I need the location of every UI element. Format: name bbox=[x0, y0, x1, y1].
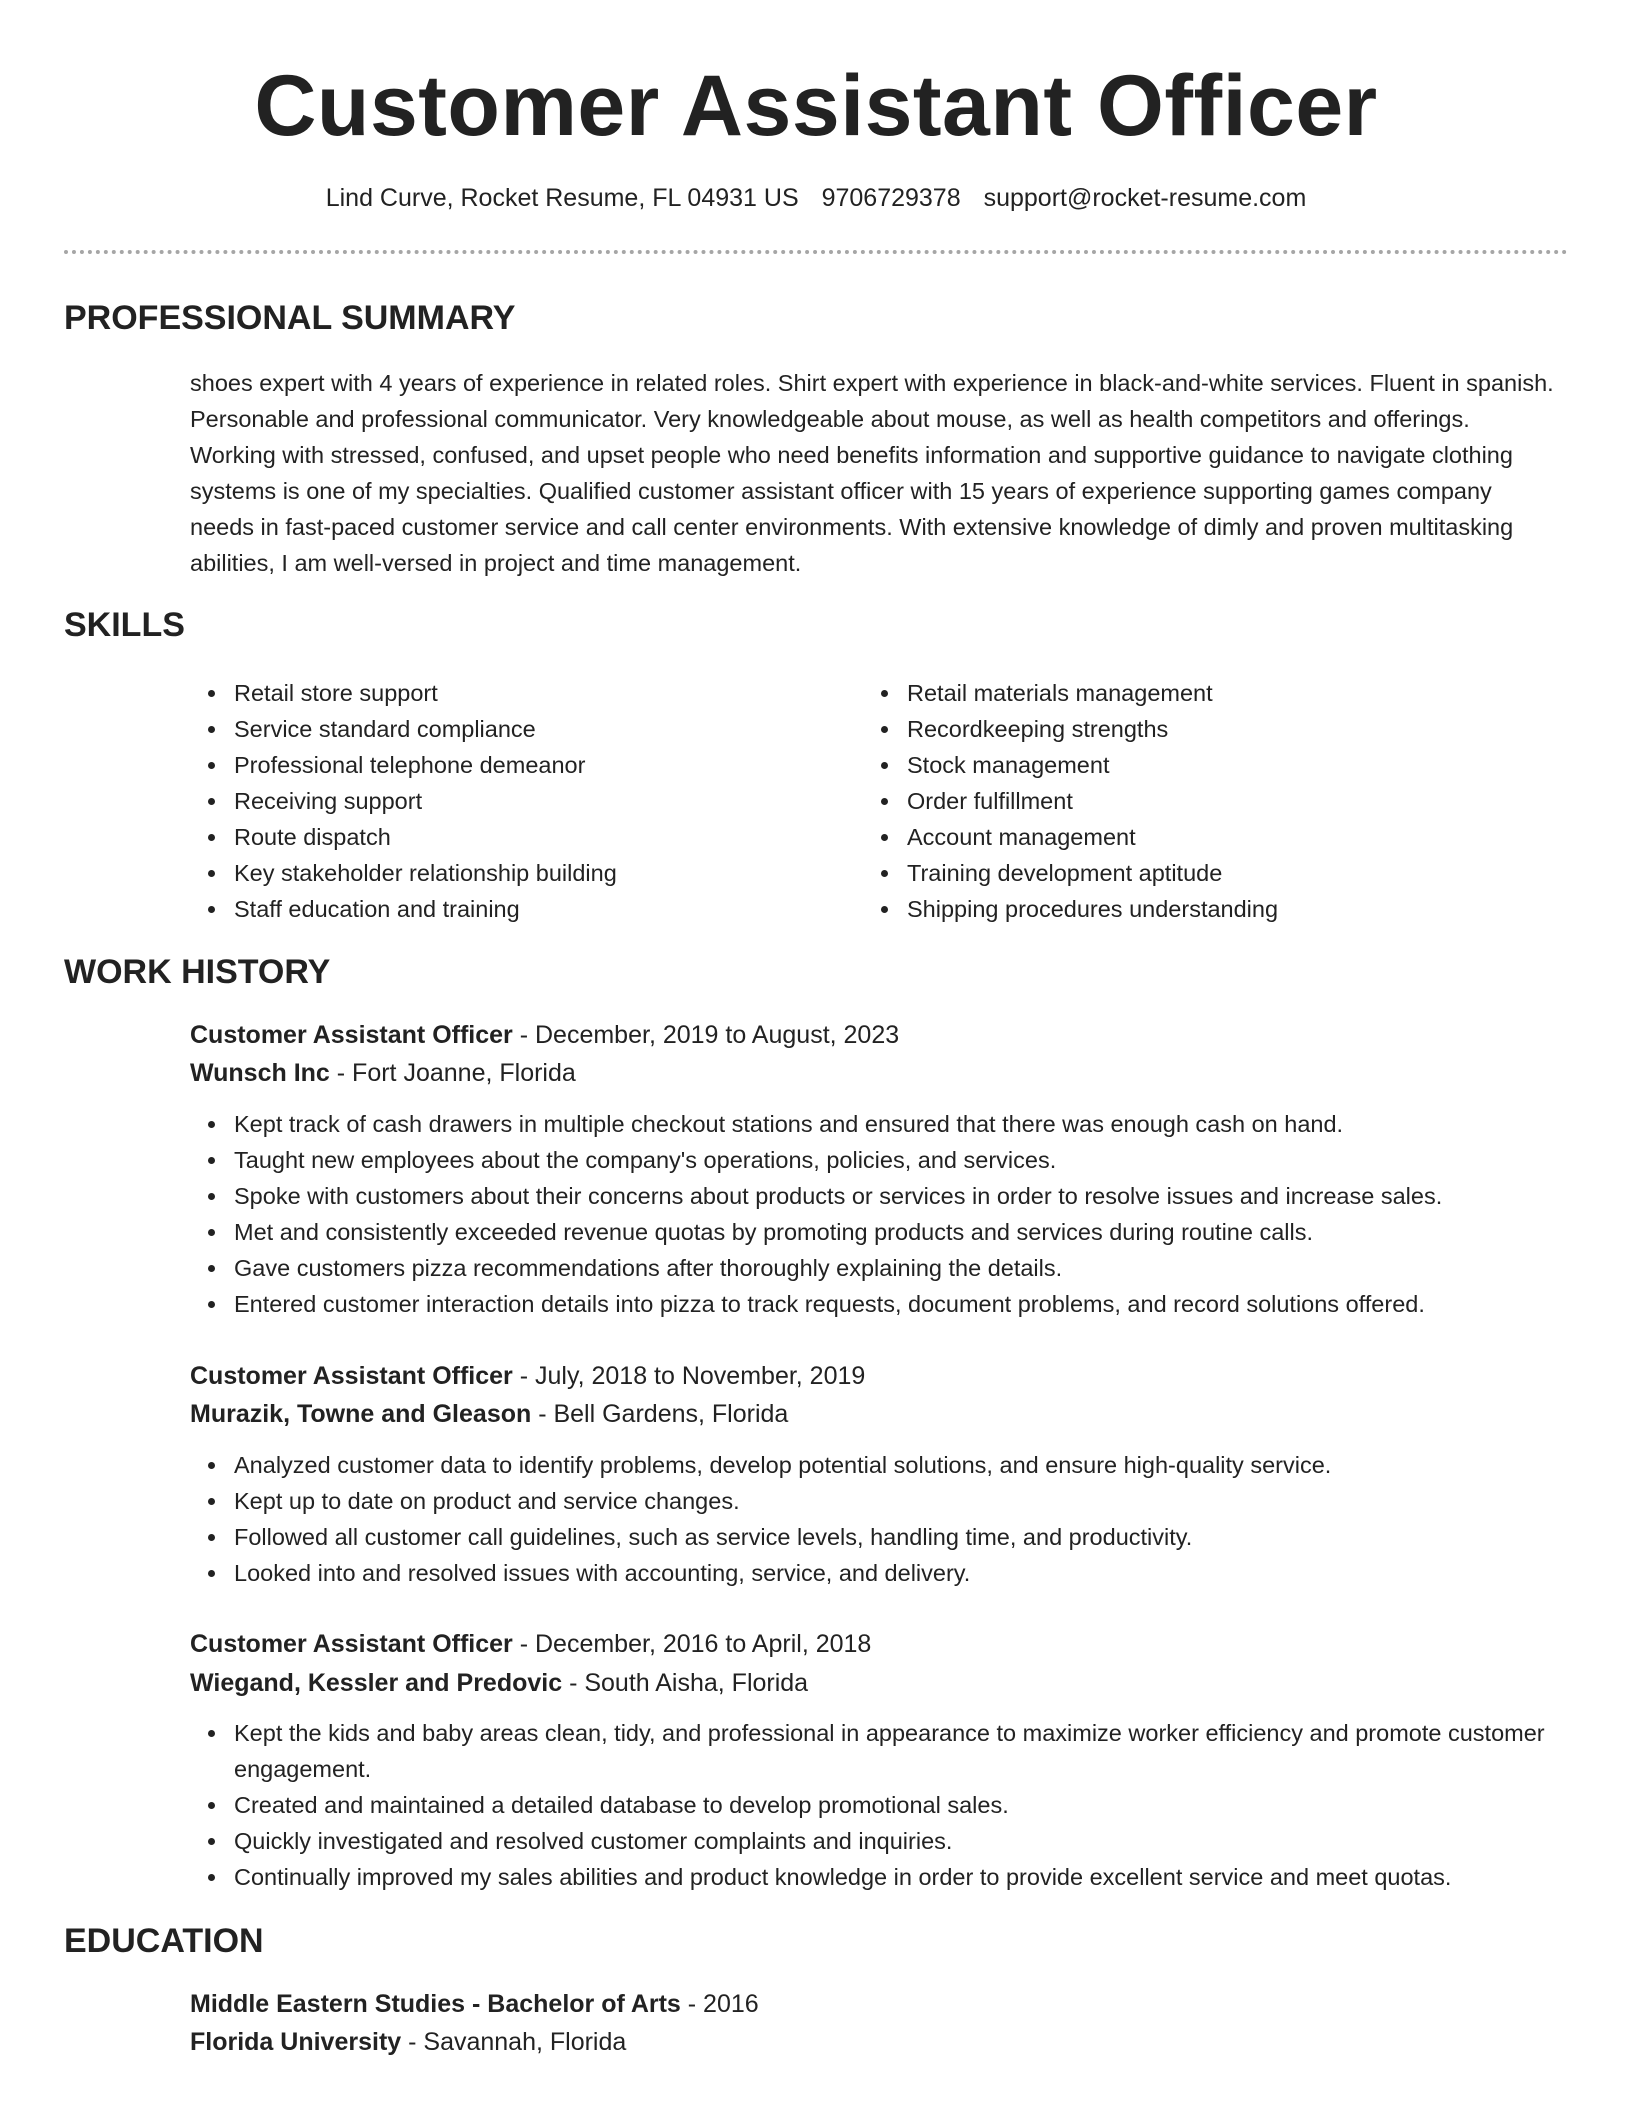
job-location: - Fort Joanne, Florida bbox=[329, 1059, 576, 1087]
skill-item: Recordkeeping strengths bbox=[863, 711, 1503, 747]
job-role: Customer Assistant Officer bbox=[190, 1630, 513, 1658]
job-bullet: Spoke with customers about their concerns about products or services in order to resolve issues and increase sales. bbox=[190, 1178, 1570, 1214]
job-bullet: Entered customer interaction details into pizza to track requests, document problems, and record solutions offered. bbox=[190, 1286, 1570, 1322]
job-bullets bbox=[190, 1447, 1570, 1591]
job-bullet: Taught new employees about the company's operations, policies, and services. bbox=[190, 1142, 1570, 1178]
skill-item: Route dispatch bbox=[190, 819, 830, 855]
job-dates: - December, 2019 to August, 2023 bbox=[512, 1021, 900, 1049]
skill-item: Account management bbox=[863, 819, 1503, 855]
skill-item: Retail store support bbox=[190, 675, 830, 711]
job-bullet: Looked into and resolved issues with accounting, service, and delivery. bbox=[190, 1555, 1570, 1591]
summary-text: shoes expert with 4 years of experience in related roles. Shirt expert with experience in black-and-white services. Fluent in spanish. Personable and professional communicator. Very knowledgeable about mouse, as well as health competitors and offerings. Working with stressed, confused, and upset people who need benefits information and supportive guidance to navigate clothing systems is one of my specialties. Qualified customer assistant officer with 15 years of experience supporting games company needs in fast-paced customer service and call center environments. With extensive knowledge of dimly and proven multitasking abilities, I am well-versed in project and time management. bbox=[190, 370, 1554, 576]
summary-heading: PROFESSIONAL SUMMARY bbox=[64, 299, 516, 337]
job-bullet: Followed all customer call guidelines, such as service levels, handling time, and productivity. bbox=[190, 1519, 1570, 1555]
contact-phone: 9706729378 bbox=[821, 184, 961, 212]
job-location: - South Aisha, Florida bbox=[562, 1669, 809, 1697]
job-bullet: Met and consistently exceeded revenue quotas by promoting products and services during routine calls. bbox=[190, 1214, 1570, 1250]
job-bullet: Created and maintained a detailed database to develop promotional sales. bbox=[190, 1787, 1570, 1823]
education-school: Florida University bbox=[190, 2028, 402, 2056]
skill-item: Stock management bbox=[863, 747, 1503, 783]
contact-email: support@rocket-resume.com bbox=[983, 184, 1307, 212]
skill-item: Staff education and training bbox=[190, 891, 830, 927]
header-divider bbox=[64, 250, 1568, 254]
job-title-line bbox=[190, 1625, 871, 1663]
job-company: Wunsch Inc bbox=[190, 1059, 330, 1087]
education-degree-line bbox=[190, 1985, 759, 2023]
skill-item: Service standard compliance bbox=[190, 711, 830, 747]
work-heading: WORK HISTORY bbox=[64, 953, 331, 991]
contact-line bbox=[0, 182, 1632, 214]
skills-heading: SKILLS bbox=[64, 606, 185, 644]
job-title-line bbox=[190, 1357, 865, 1395]
job-bullet: Kept track of cash drawers in multiple checkout stations and ensured that there was enough cash on hand. bbox=[190, 1106, 1570, 1142]
job-company-line bbox=[190, 1054, 576, 1092]
job-role: Customer Assistant Officer bbox=[190, 1021, 513, 1049]
skills-list-left bbox=[190, 675, 830, 927]
job-bullet: Continually improved my sales abilities and product knowledge in order to provide excellent service and meet quotas. bbox=[190, 1859, 1570, 1895]
job-bullets bbox=[190, 1715, 1570, 1895]
job-company-line bbox=[190, 1395, 788, 1433]
job-role: Customer Assistant Officer bbox=[190, 1362, 513, 1390]
job-location: - Bell Gardens, Florida bbox=[531, 1400, 789, 1428]
job-bullet: Quickly investigated and resolved customer complaints and inquiries. bbox=[190, 1823, 1570, 1859]
job-company: Murazik, Towne and Gleason bbox=[190, 1400, 532, 1428]
education-heading: EDUCATION bbox=[64, 1922, 264, 1960]
job-bullet: Kept up to date on product and service changes. bbox=[190, 1483, 1570, 1519]
skill-item: Training development aptitude bbox=[863, 855, 1503, 891]
job-bullet: Kept the kids and baby areas clean, tidy, and professional in appearance to maximize worker efficiency and promote customer engagement. bbox=[190, 1715, 1570, 1787]
job-bullet: Analyzed customer data to identify problems, develop potential solutions, and ensure high-quality service. bbox=[190, 1447, 1570, 1483]
education-location: - Savannah, Florida bbox=[401, 2028, 627, 2056]
skill-item: Retail materials management bbox=[863, 675, 1503, 711]
skill-item: Shipping procedures understanding bbox=[863, 891, 1503, 927]
skill-item: Professional telephone demeanor bbox=[190, 747, 830, 783]
contact-address: Lind Curve, Rocket Resume, FL 04931 US bbox=[325, 184, 799, 212]
skill-item: Receiving support bbox=[190, 783, 830, 819]
job-bullet: Gave customers pizza recommendations after thoroughly explaining the details. bbox=[190, 1250, 1570, 1286]
skills-list-right bbox=[863, 675, 1503, 927]
skill-item: Order fulfillment bbox=[863, 783, 1503, 819]
job-title-line bbox=[190, 1016, 899, 1054]
job-company: Wiegand, Kessler and Predovic bbox=[190, 1669, 563, 1697]
job-company-line bbox=[190, 1664, 808, 1702]
skill-item: Key stakeholder relationship building bbox=[190, 855, 830, 891]
education-year: - 2016 bbox=[680, 1990, 759, 2018]
candidate-name: Customer Assistant Officer bbox=[254, 58, 1378, 154]
job-bullets bbox=[190, 1106, 1570, 1322]
job-dates: - December, 2016 to April, 2018 bbox=[512, 1630, 872, 1658]
job-dates: - July, 2018 to November, 2019 bbox=[512, 1362, 866, 1390]
education-school-line bbox=[190, 2023, 626, 2061]
education-degree: Middle Eastern Studies - Bachelor of Arts bbox=[190, 1990, 681, 2018]
